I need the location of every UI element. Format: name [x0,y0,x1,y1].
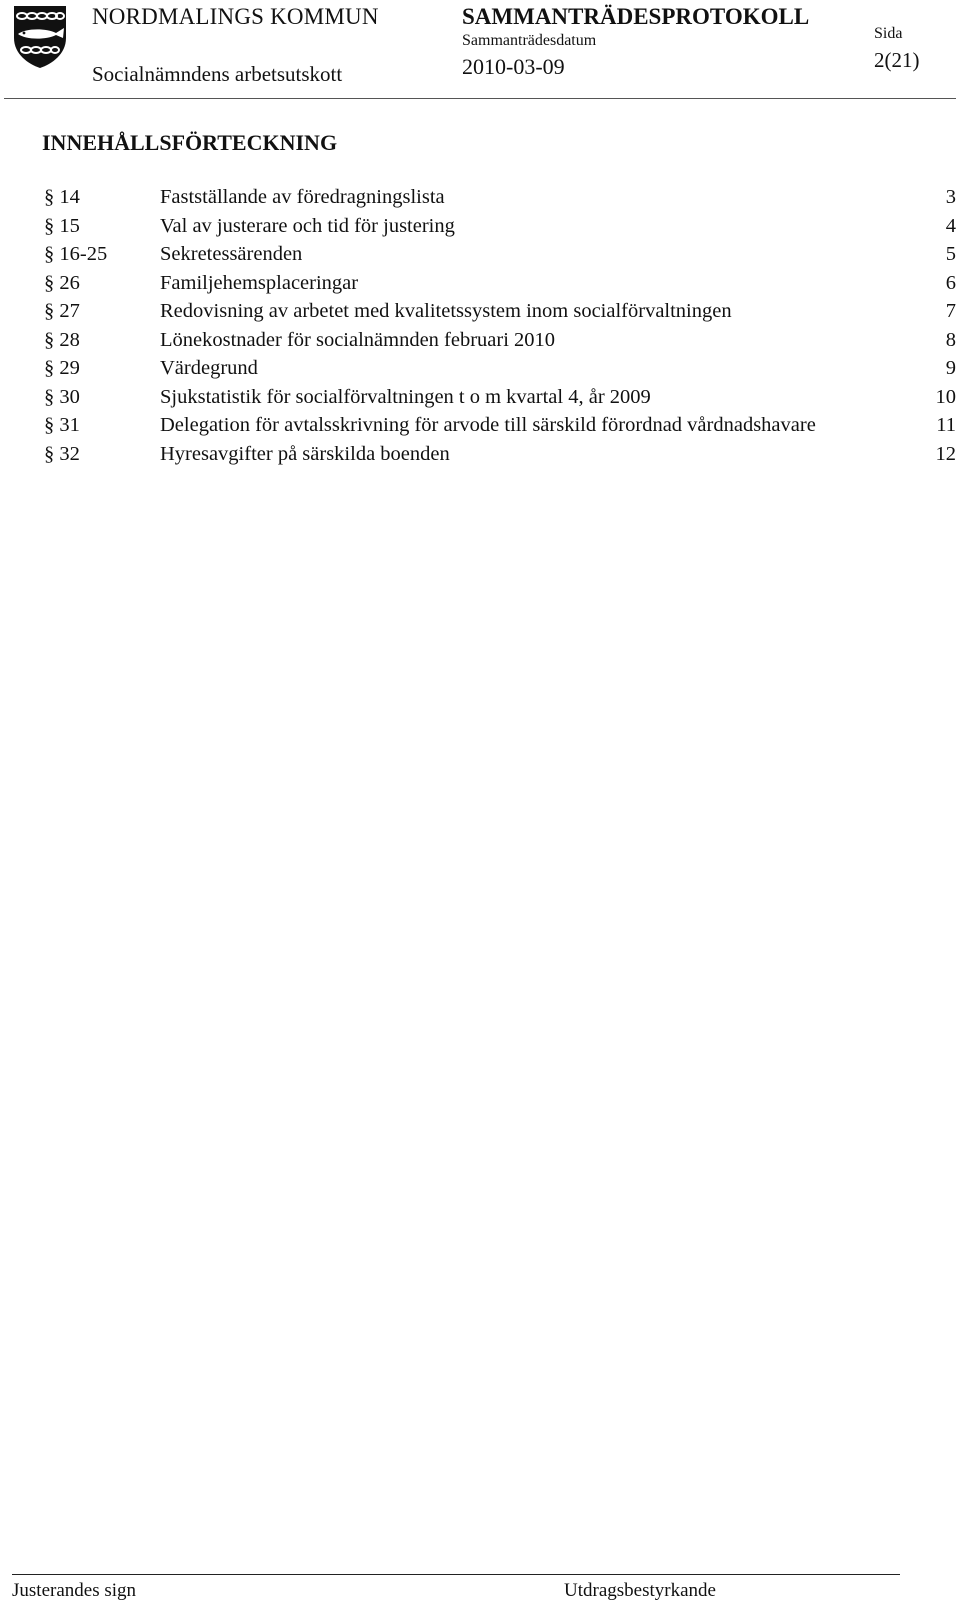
toc-title: Lönekostnader för socialnämnden februari 2010 [160,328,556,351]
toc-entry [44,383,956,412]
toc-section: § 28 [44,328,80,351]
toc-title: Delegation för avtalsskrivning för arvode till särskild förordnad vårdnadshavare [160,414,816,436]
document-type: SAMMANTRÄDESPROTOKOLL [462,4,810,29]
toc-entry [44,212,956,241]
toc-page: 6 [945,271,956,294]
toc-page: 4 [945,214,956,237]
toc-title: Redovisning av arbetet med kvalitetssystem inom socialförvaltningen [160,300,732,322]
department-name: Socialnämndens arbetsutskott [92,62,343,86]
toc-page: 5 [945,243,956,265]
page-title: INNEHÅLLSFÖRTECKNING [42,130,338,155]
toc-section: § 27 [44,300,80,322]
meeting-date-label: Sammanträdesdatum [462,32,597,49]
toc-title: Fastställande av föredragningslista [160,186,445,208]
adjuster-signature-label: Justerandes sign [12,1580,137,1601]
toc-section: § 29 [44,357,80,379]
extract-certification-label: Utdragsbestyrkande [564,1580,716,1601]
toc-entry [44,411,956,440]
toc-title: Familjehemsplaceringar [160,271,359,294]
toc-entry [44,354,956,383]
meeting-date: 2010-03-09 [462,54,565,79]
toc-list [44,183,956,468]
toc-title: Sekretessärenden [160,243,303,265]
toc-section: § 30 [44,385,80,408]
toc-section: § 32 [44,442,80,465]
toc-title: Sjukstatistik för socialförvaltningen t o m kvartal 4, år 2009 [160,385,651,408]
toc-section: § 26 [44,271,80,294]
header-divider [4,98,956,99]
toc-page: 8 [945,328,956,351]
toc-entry [44,269,956,298]
toc-page: 12 [935,442,956,465]
page-number: 2(21) [874,48,920,72]
toc-page: 9 [945,357,956,379]
toc-entry [44,297,956,326]
toc-entry [44,440,956,469]
organization-name: NORDMALINGS KOMMUN [92,4,379,29]
toc-entry [44,240,956,269]
toc-section: § 31 [44,414,80,436]
toc-section: § 16-25 [44,243,108,265]
toc-page: 7 [945,300,956,322]
toc-page: 3 [945,186,956,208]
page-label: Sida [874,25,903,42]
toc-title: Värdegrund [160,357,258,379]
toc-title: Val av justerare och tid för justering [160,214,455,237]
footer-divider [12,1574,900,1575]
toc-section: § 15 [44,214,80,237]
toc-page: 10 [935,385,956,408]
municipal-coat-of-arms-icon [12,4,68,70]
toc-title: Hyresavgifter på särskilda boenden [160,442,450,465]
toc-entry [44,183,956,212]
toc-entry [44,326,956,355]
toc-section: § 14 [44,186,80,208]
toc-page: 11 [936,414,956,436]
